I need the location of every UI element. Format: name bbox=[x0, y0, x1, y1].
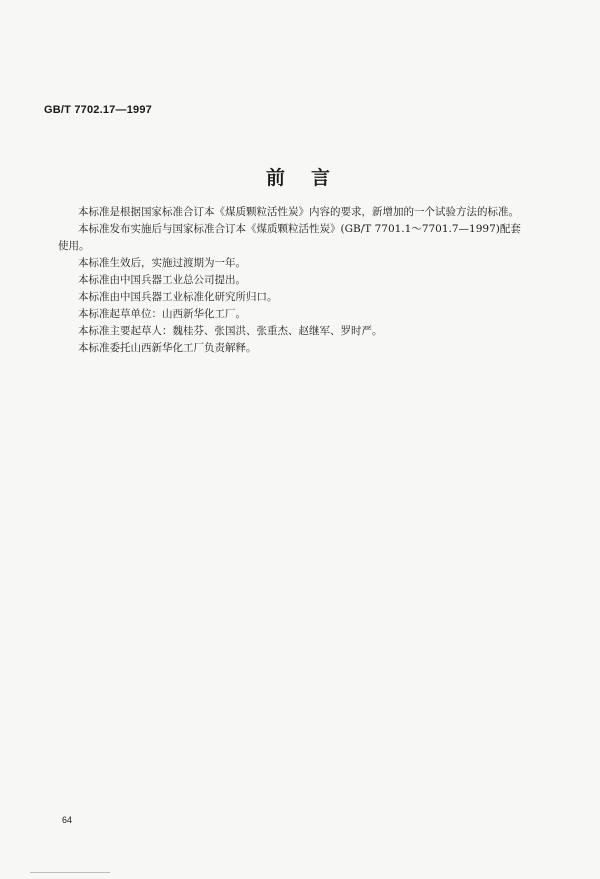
page-title: 前言 bbox=[265, 167, 356, 189]
standard-code: GB/T 7702.17—1997 bbox=[44, 104, 152, 116]
paragraph: 本标准起草单位：山西新华化工厂。 bbox=[78, 308, 246, 320]
paragraph: 本标准由中国兵器工业标准化研究所归口。 bbox=[78, 291, 278, 303]
footer-rule bbox=[30, 872, 110, 873]
paragraph: 本标准由中国兵器工业总公司提出。 bbox=[78, 274, 246, 286]
paragraph: 本标准是根据国家标准合订本《煤质颗粒活性炭》内容的要求，新增加的一个试验方法的标准。 bbox=[78, 206, 519, 218]
paragraph: 本标准生效后，实施过渡期为一年。 bbox=[78, 257, 246, 269]
paragraph: 本标准委托山西新华化工厂负责解释。 bbox=[78, 342, 257, 354]
paragraph: 本标准主要起草人：魏桂芬、张国洪、张重杰、赵继军、罗时严。 bbox=[78, 325, 383, 337]
page-number: 64 bbox=[62, 815, 73, 825]
foreword-body bbox=[58, 204, 528, 357]
paragraph: 本标准发布实施后与国家标准合订本《煤质颗粒活性炭》(GB/T 7701.1～7701.7—1997)配套使用。 bbox=[58, 223, 521, 252]
